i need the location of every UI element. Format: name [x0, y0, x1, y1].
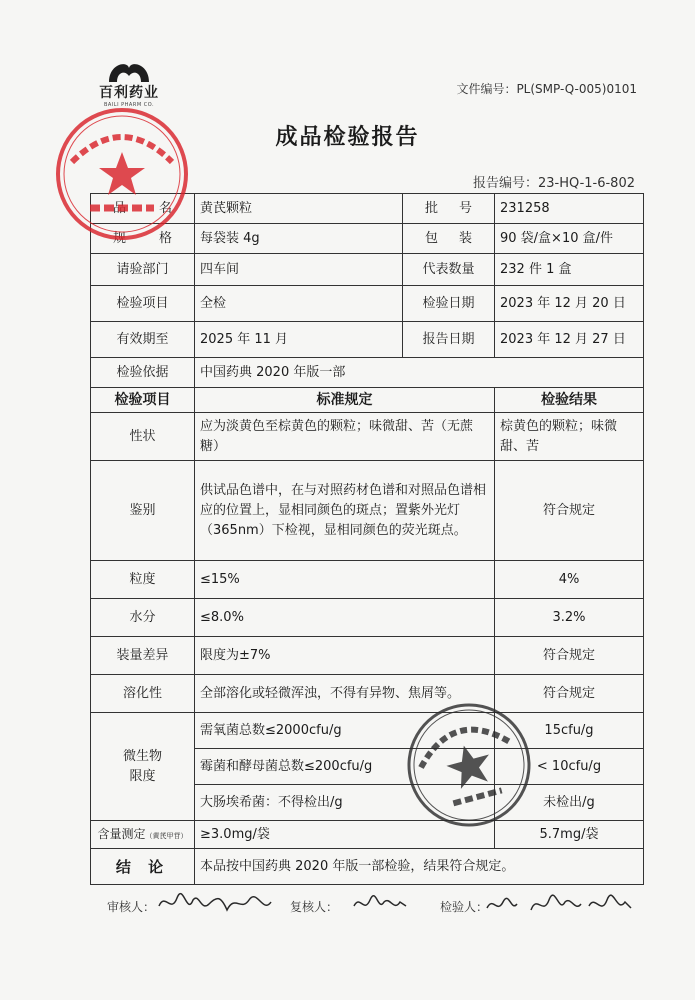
- test-result: 符合规定: [495, 675, 644, 713]
- spec-label: 规 格: [91, 224, 195, 254]
- micro-standard: 需氧菌总数≤2000cfu/g: [195, 713, 495, 749]
- assay-item: [91, 821, 195, 849]
- test-item: 粒度: [91, 561, 195, 599]
- test-row: [91, 599, 644, 637]
- test-row: [91, 561, 644, 599]
- micro-result: 15cfu/g: [495, 713, 644, 749]
- spec-value: 每袋装 4g: [195, 224, 403, 254]
- micro-item-line1: 微生物: [122, 748, 162, 764]
- micro-row: [91, 713, 644, 749]
- test-result: 符合规定: [495, 461, 644, 561]
- basis-value: 中国药典 2020 年版一部: [195, 358, 644, 388]
- micro-result: < 10cfu/g: [495, 749, 644, 785]
- inspector-label: 检验人：: [440, 900, 489, 914]
- info-row: [91, 286, 644, 322]
- dept-label: 请验部门: [91, 254, 195, 286]
- test-row: [91, 637, 644, 675]
- info-row: [91, 358, 644, 388]
- micro-standard: 大肠埃希菌：不得检出/g: [195, 785, 495, 821]
- test-standard: 应为淡黄色至棕黄色的颗粒；味微甜、苦（无蔗糖）: [195, 413, 495, 461]
- micro-item-line2: 限度: [129, 768, 156, 784]
- reviewer-signature: [155, 888, 275, 920]
- table-header-row: [91, 388, 644, 413]
- logo-mark-icon: [107, 58, 151, 82]
- test-result: 棕黄色的颗粒；味微甜、苦: [495, 413, 644, 461]
- assay-result: 5.7mg/袋: [495, 821, 644, 849]
- assay-row: [91, 821, 644, 849]
- dept-value: 四车间: [195, 254, 403, 286]
- test-result: 3.2%: [495, 599, 644, 637]
- company-logo: [94, 58, 164, 108]
- test-result: 4%: [495, 561, 644, 599]
- test-item: 水分: [91, 599, 195, 637]
- package-label: 包 装: [403, 224, 495, 254]
- star-icon: [443, 740, 496, 791]
- test-standard: ≤8.0%: [195, 599, 495, 637]
- header-result: 检验结果: [495, 388, 644, 413]
- micro-result: 未检出/g: [495, 785, 644, 821]
- batch-label: 批 号: [403, 194, 495, 224]
- test-row: [91, 413, 644, 461]
- quality-department-stamp: [52, 104, 192, 244]
- assay-item-note: （黄芪甲苷）: [145, 831, 188, 840]
- test-item: 性状: [91, 413, 195, 461]
- package-value: 90 袋/盒×10 盒/件: [495, 224, 644, 254]
- report-date-value: 2023 年 12 月 27 日: [495, 322, 644, 358]
- conclusion-text: 本品按中国药典 2020 年版一部检验，结果符合规定。: [195, 849, 644, 885]
- reviewer-label: 审核人：: [107, 900, 156, 914]
- logo-subtext: BAILI PHARM CO.: [103, 102, 155, 108]
- conclusion-row: [91, 849, 644, 885]
- info-row: [91, 322, 644, 358]
- test-row: [91, 461, 644, 561]
- micro-standard: 霉菌和酵母菌总数≤200cfu/g: [195, 749, 495, 785]
- header-item: 检验项目: [91, 388, 195, 413]
- conclusion-label: 结 论: [91, 849, 195, 885]
- test-standard: 全部溶化或轻微浑浊，不得有异物、焦屑等。: [195, 675, 495, 713]
- qty-label: 代表数量: [403, 254, 495, 286]
- info-row: [91, 254, 644, 286]
- test-standard: ≤15%: [195, 561, 495, 599]
- name-label: 品 名: [91, 194, 195, 224]
- test-item: 装量差异: [91, 637, 195, 675]
- report-number: 报告编号：23-HQ-1-6-802: [472, 176, 635, 191]
- quality-seal-stamp: [404, 700, 534, 830]
- basis-label: 检验依据: [91, 358, 195, 388]
- inspector-signature: [485, 890, 635, 922]
- report-date-label: 报告日期: [403, 322, 495, 358]
- star-icon: [99, 152, 145, 195]
- test-standard: 供试品色谱中，在与对照药材色谱和对照品色谱相应的位置上，显相同颜色的斑点；置紫外光灯（365nm）下检视，显相同颜色的荧光斑点。: [195, 461, 495, 561]
- batch-number: 231258: [495, 194, 644, 224]
- page-title: 成品检验报告: [275, 125, 420, 150]
- test-item-label: 检验项目: [91, 286, 195, 322]
- qty-value: 232 件 1 盒: [495, 254, 644, 286]
- assay-standard: ≥3.0mg/袋: [195, 821, 495, 849]
- test-standard: 限度为±7%: [195, 637, 495, 675]
- test-row: [91, 675, 644, 713]
- header-standard: 标准规定: [195, 388, 495, 413]
- valid-value: 2025 年 11 月: [195, 322, 403, 358]
- rechecker-signature: [350, 890, 410, 918]
- test-item: 溶化性: [91, 675, 195, 713]
- test-result: 符合规定: [495, 637, 644, 675]
- product-name: 黄芪颗粒: [195, 194, 403, 224]
- test-date-value: 2023 年 12 月 20 日: [495, 286, 644, 322]
- micro-item: [91, 713, 195, 821]
- test-item-value: 全检: [195, 286, 403, 322]
- report-table: [90, 193, 644, 885]
- valid-label: 有效期至: [91, 322, 195, 358]
- assay-item-label: 含量测定: [97, 826, 146, 841]
- test-date-label: 检验日期: [403, 286, 495, 322]
- document-number: 文件编号：PL(SMP-Q-005)0101: [456, 82, 637, 96]
- rechecker-label: 复核人：: [290, 900, 339, 914]
- logo-text: 百利药业: [99, 85, 159, 101]
- test-item: 鉴别: [91, 461, 195, 561]
